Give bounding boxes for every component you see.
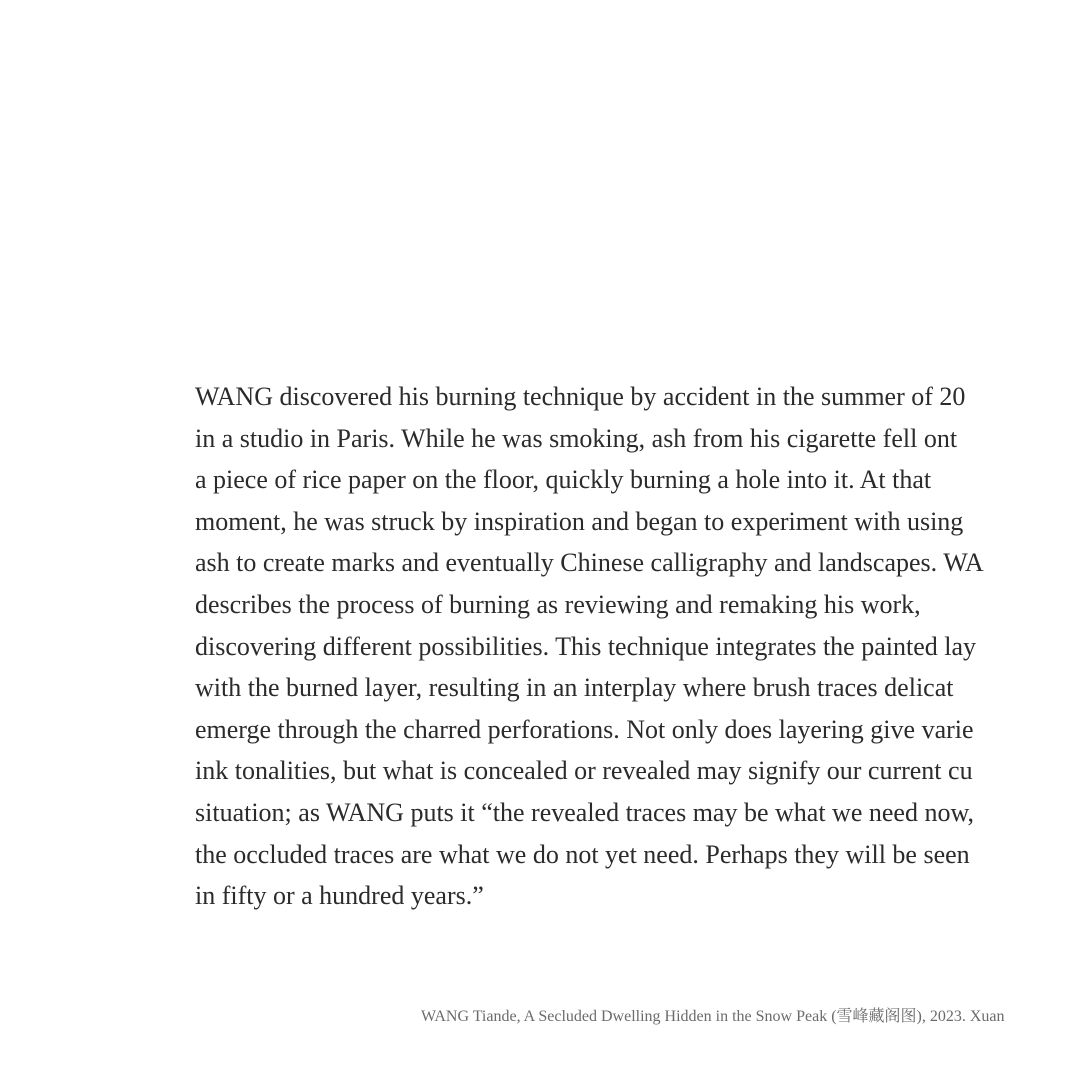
paragraph-line: describes the process of burning as reviewing and remaking his work, bbox=[195, 589, 921, 619]
paragraph-line: emerge through the charred perforations. Not only does layering give varie bbox=[195, 714, 974, 744]
paragraph-line: WANG discovered his burning technique by accident in the summer of 20 bbox=[195, 382, 966, 411]
paragraph-line: discovering different possibilities. This technique integrates the painted lay bbox=[195, 631, 977, 661]
paragraph-line: a piece of rice paper on the floor, quickly burning a hole into it. At that bbox=[195, 465, 932, 495]
paragraph-line: in fifty or a hundred years.” bbox=[195, 881, 484, 911]
paragraph-line: ash to create marks and eventually Chinese calligraphy and landscapes. WA bbox=[195, 548, 984, 578]
image-caption: WANG Tiande, A Secluded Dwelling Hidden in the Snow Peak (雪峰藏阁图), 2023. Xuan bbox=[421, 1008, 1005, 1025]
body-paragraph bbox=[195, 376, 984, 917]
paragraph-line: with the burned layer, resulting in an interplay where brush traces delicat bbox=[195, 673, 954, 703]
paragraph-line: the occluded traces are what we do not yet need. Perhaps they will be seen bbox=[195, 839, 970, 869]
paragraph-line: moment, he was struck by inspiration and began to experiment with using bbox=[195, 506, 964, 536]
paragraph-line: situation; as WANG puts it “the revealed traces may be what we need now, bbox=[195, 797, 975, 827]
paragraph-line: ink tonalities, but what is concealed or revealed may signify our current cu bbox=[195, 756, 973, 786]
paragraph-line: in a studio in Paris. While he was smoking, ash from his cigarette fell ont bbox=[195, 423, 958, 453]
